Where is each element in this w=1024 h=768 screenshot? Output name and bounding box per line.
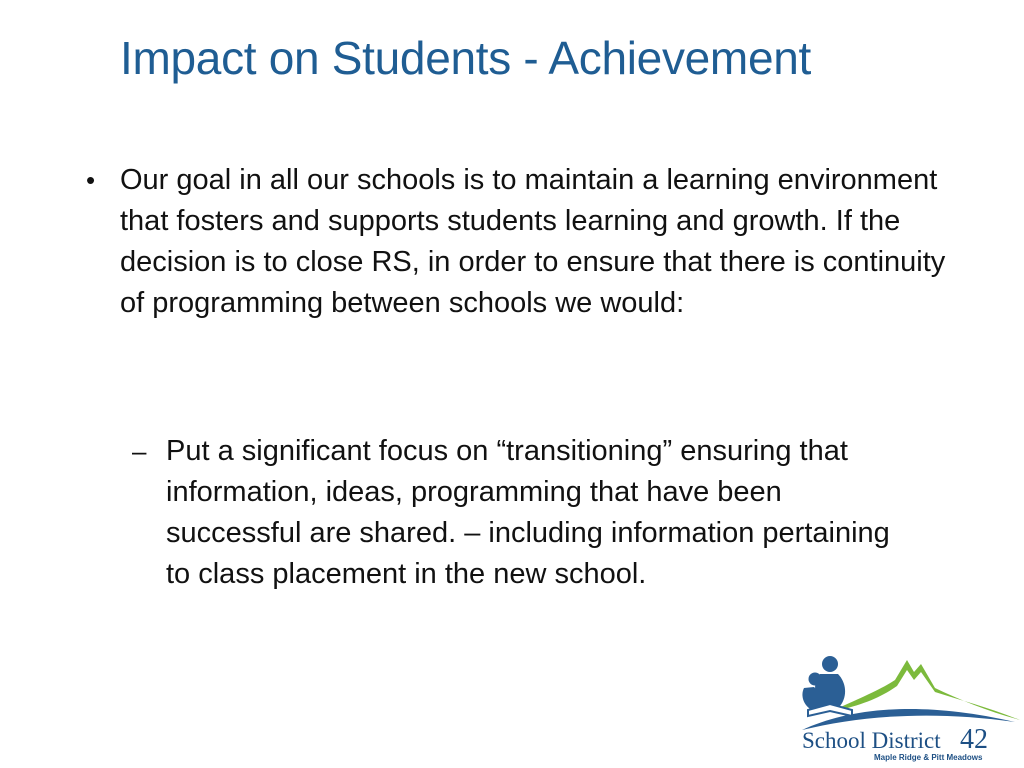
bullet-list (86, 160, 966, 324)
sub-bullet-marker: – (132, 436, 147, 466)
logo-subtitle: Maple Ridge & Pitt Meadows (874, 753, 983, 762)
logo-wordmark: School District (802, 728, 941, 753)
sub-bullet-text: Put a significant focus on “transitioning” ensuring that information, ideas, programming that have been successful are shared. – including information pertaining to class placement in the new school. (166, 435, 890, 590)
school-district-logo (790, 650, 1020, 765)
logo-number: 42 (960, 724, 988, 755)
slide-title: Impact on Students - Achievement (120, 32, 812, 84)
sub-bullet-item (132, 431, 922, 595)
logo-adult-head (822, 656, 838, 672)
bullet-marker: • (86, 165, 96, 195)
bullet-text: Our goal in all our schools is to maintain a learning environment that fosters and supports students learning and growth. If the decision is to close RS, in order to ensure that there is continuity of programming between schools we would: (120, 164, 946, 319)
bullet-item (86, 160, 966, 324)
